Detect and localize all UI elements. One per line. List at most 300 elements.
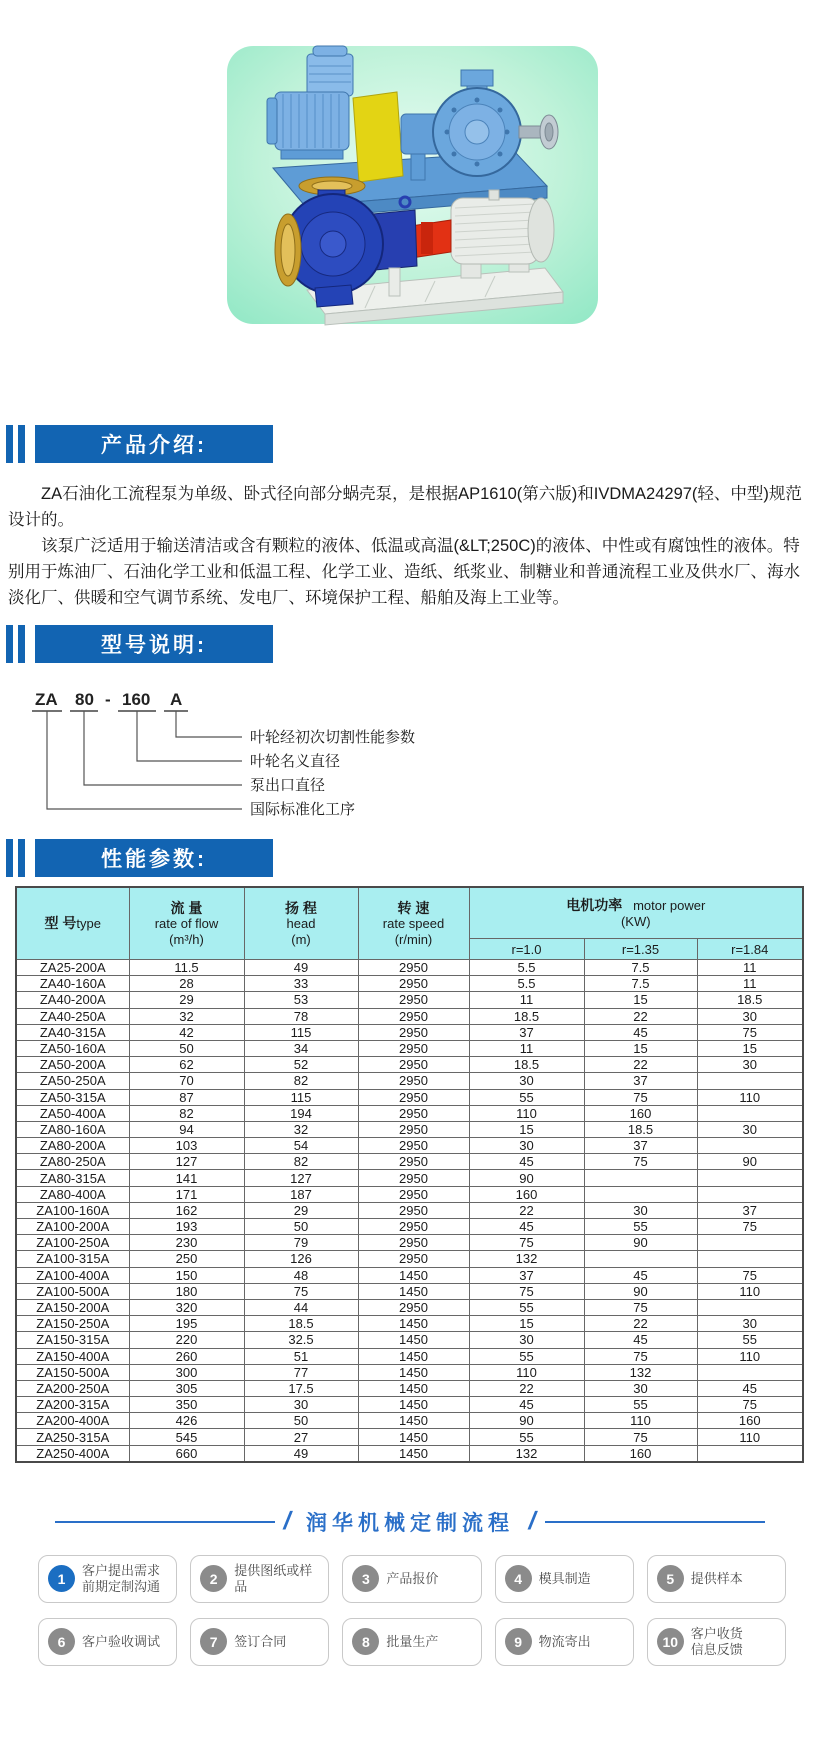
table-cell: 79 xyxy=(244,1235,358,1251)
table-cell: 52 xyxy=(244,1057,358,1073)
table-cell: 82 xyxy=(244,1073,358,1089)
decor-stripe xyxy=(6,839,13,877)
step-number-badge: 3 xyxy=(352,1565,379,1592)
table-cell: 15 xyxy=(697,1040,803,1056)
table-cell xyxy=(697,1251,803,1267)
model-label-diameter: 叶轮名义直径 xyxy=(250,753,341,770)
table-cell: 2950 xyxy=(358,1105,469,1121)
table-cell: 75 xyxy=(697,1219,803,1235)
col-header-r135: r=1.35 xyxy=(584,939,697,960)
process-step xyxy=(342,1618,481,1666)
table-cell: 2950 xyxy=(358,1073,469,1089)
table-cell: 30 xyxy=(697,1057,803,1073)
table-cell: 90 xyxy=(469,1170,584,1186)
model-part-trim: A xyxy=(170,690,183,709)
table-cell: 1450 xyxy=(358,1445,469,1462)
table-cell: 2950 xyxy=(358,1040,469,1056)
table-cell: 17.5 xyxy=(244,1380,358,1396)
table-cell: ZA25-200A xyxy=(16,960,129,976)
table-row xyxy=(16,1267,803,1283)
step-number-badge: 1 xyxy=(48,1565,75,1592)
table-cell: 37 xyxy=(697,1202,803,1218)
table-cell: 30 xyxy=(697,1316,803,1332)
table-cell: 75 xyxy=(697,1024,803,1040)
table-cell: 160 xyxy=(469,1186,584,1202)
table-row xyxy=(16,1008,803,1024)
table-cell xyxy=(584,1186,697,1202)
table-cell: 55 xyxy=(469,1089,584,1105)
table-cell: 54 xyxy=(244,1138,358,1154)
table-cell: 2950 xyxy=(358,1154,469,1170)
table-cell: 94 xyxy=(129,1121,244,1137)
table-cell: 90 xyxy=(584,1283,697,1299)
table-cell: 132 xyxy=(469,1251,584,1267)
table-cell: 55 xyxy=(469,1299,584,1315)
process-title-row xyxy=(55,1507,765,1537)
table-cell: 5.5 xyxy=(469,976,584,992)
coupling-guard xyxy=(353,92,403,182)
model-label-outlet: 泵出口直径 xyxy=(250,777,326,794)
table-cell: 45 xyxy=(697,1380,803,1396)
step-number-badge: 2 xyxy=(200,1565,227,1592)
table-cell: 127 xyxy=(129,1154,244,1170)
intro-paragraph-1: ZA石油化工流程泵为单级、卧式径向部分蜗壳泵，是根据AP1610(第六版)和IVDMA24297(轻、中型)规范设计的。 xyxy=(8,485,802,529)
table-cell: 194 xyxy=(244,1105,358,1121)
table-cell: 1450 xyxy=(358,1332,469,1348)
table-cell: 75 xyxy=(469,1235,584,1251)
process-step xyxy=(38,1618,177,1666)
table-cell xyxy=(584,1170,697,1186)
table-cell: 45 xyxy=(584,1267,697,1283)
table-cell xyxy=(697,1186,803,1202)
table-cell: 150 xyxy=(129,1267,244,1283)
table-cell xyxy=(697,1364,803,1380)
table-cell: 141 xyxy=(129,1170,244,1186)
step-label: 模具制造 xyxy=(538,1570,591,1586)
step-label: 提供图纸或样 品 xyxy=(234,1562,313,1594)
step-label: 产品报价 xyxy=(386,1570,439,1586)
table-cell: 37 xyxy=(469,1267,584,1283)
table-cell: 55 xyxy=(469,1348,584,1364)
table-cell: 110 xyxy=(697,1283,803,1299)
model-part-dash: - xyxy=(105,690,111,709)
table-cell: 660 xyxy=(129,1445,244,1462)
table-cell xyxy=(697,1299,803,1315)
table-cell: 350 xyxy=(129,1397,244,1413)
table-cell: ZA100-400A xyxy=(16,1267,129,1283)
table-cell: 2950 xyxy=(358,992,469,1008)
table-cell: 2950 xyxy=(358,1235,469,1251)
table-cell: 77 xyxy=(244,1364,358,1380)
table-cell: 1450 xyxy=(358,1348,469,1364)
table-cell: 305 xyxy=(129,1380,244,1396)
table-cell: 160 xyxy=(584,1445,697,1462)
table-cell: 162 xyxy=(129,1202,244,1218)
table-cell: 70 xyxy=(129,1073,244,1089)
pump-illustration xyxy=(215,40,610,330)
table-cell: 2950 xyxy=(358,960,469,976)
table-cell: 90 xyxy=(697,1154,803,1170)
table-cell: ZA100-250A xyxy=(16,1235,129,1251)
table-cell: 30 xyxy=(469,1138,584,1154)
table-cell: 29 xyxy=(244,1202,358,1218)
table-cell: ZA200-400A xyxy=(16,1413,129,1429)
table-row xyxy=(16,1170,803,1186)
table-cell: ZA80-160A xyxy=(16,1121,129,1137)
table-cell: 2950 xyxy=(358,1089,469,1105)
table-cell: 2950 xyxy=(358,1202,469,1218)
table-cell: 30 xyxy=(584,1380,697,1396)
table-cell: ZA150-315A xyxy=(16,1332,129,1348)
table-cell xyxy=(697,1105,803,1121)
table-cell: ZA40-250A xyxy=(16,1008,129,1024)
params-section-title: 性能参数: xyxy=(101,848,207,871)
table-cell: 5.5 xyxy=(469,960,584,976)
table-row xyxy=(16,1251,803,1267)
step-number-badge: 8 xyxy=(352,1628,379,1655)
table-cell: 75 xyxy=(584,1089,697,1105)
table-cell: ZA80-250A xyxy=(16,1154,129,1170)
decor-line-left xyxy=(55,1521,275,1523)
table-cell: 75 xyxy=(697,1267,803,1283)
process-step xyxy=(647,1555,786,1603)
process-step xyxy=(495,1618,634,1666)
table-cell: 127 xyxy=(244,1170,358,1186)
table-cell: 45 xyxy=(584,1332,697,1348)
table-cell: 220 xyxy=(129,1332,244,1348)
model-part-series: ZA xyxy=(35,690,58,709)
table-cell: 195 xyxy=(129,1316,244,1332)
table-cell: 33 xyxy=(244,976,358,992)
table-cell: ZA50-315A xyxy=(16,1089,129,1105)
table-cell: 110 xyxy=(469,1364,584,1380)
table-cell: 22 xyxy=(469,1202,584,1218)
col-header-speed: 转 速 rate speed (r/min) xyxy=(358,887,469,960)
decor-stripe xyxy=(6,625,13,663)
model-section-title: 型号说明: xyxy=(101,634,207,657)
table-cell: 250 xyxy=(129,1251,244,1267)
table-cell: 2950 xyxy=(358,1219,469,1235)
step-number-badge: 7 xyxy=(200,1628,227,1655)
table-cell: ZA50-160A xyxy=(16,1040,129,1056)
table-cell: 27 xyxy=(244,1429,358,1445)
table-cell: 30 xyxy=(697,1008,803,1024)
table-cell: 50 xyxy=(244,1413,358,1429)
step-number-badge: 6 xyxy=(48,1628,75,1655)
table-row xyxy=(16,960,803,976)
table-cell: 32 xyxy=(244,1121,358,1137)
decor-stripe xyxy=(18,839,25,877)
table-cell: 48 xyxy=(244,1267,358,1283)
table-cell: 55 xyxy=(469,1429,584,1445)
table-cell: 45 xyxy=(469,1154,584,1170)
model-part-diameter: 160 xyxy=(122,690,151,709)
table-row xyxy=(16,1235,803,1251)
table-row xyxy=(16,1089,803,1105)
table-cell: ZA200-315A xyxy=(16,1397,129,1413)
table-cell: 2950 xyxy=(358,976,469,992)
table-cell: 1450 xyxy=(358,1316,469,1332)
table-row xyxy=(16,1057,803,1073)
table-cell: 1450 xyxy=(358,1283,469,1299)
table-cell xyxy=(697,1073,803,1089)
table-row xyxy=(16,1316,803,1332)
table-cell: 32.5 xyxy=(244,1332,358,1348)
table-cell: 82 xyxy=(244,1154,358,1170)
decor-slash: / xyxy=(526,1507,540,1536)
table-cell: 7.5 xyxy=(584,976,697,992)
table-cell: 53 xyxy=(244,992,358,1008)
intro-paragraph-2: 该泵广泛适用于输送清洁或含有颗粒的液体、低温或高温(&LT;250C)的液体、中性或有腐蚀性的液体。特别用于炼油厂、石油化学工业和低温工程、化学工业、造纸、纸浆业、制糖业和普通流程工业及供水厂、海水淡化厂、供暖和空气调节系统、发电厂、环境保护工程、船舶及海上工业等。 xyxy=(8,537,800,607)
table-cell: 320 xyxy=(129,1299,244,1315)
table-cell: 1450 xyxy=(358,1429,469,1445)
col-header-r1: r=1.0 xyxy=(469,939,584,960)
table-cell: 187 xyxy=(244,1186,358,1202)
table-cell: 2950 xyxy=(358,1008,469,1024)
section-header-params xyxy=(6,839,820,877)
table-cell: 160 xyxy=(697,1413,803,1429)
table-cell xyxy=(697,1138,803,1154)
table-cell: 55 xyxy=(584,1397,697,1413)
table-cell: 230 xyxy=(129,1235,244,1251)
table-row xyxy=(16,992,803,1008)
table-cell: ZA100-315A xyxy=(16,1251,129,1267)
step-number-badge: 10 xyxy=(657,1628,684,1655)
table-cell: ZA50-250A xyxy=(16,1073,129,1089)
table-cell: 49 xyxy=(244,960,358,976)
product-photo xyxy=(215,40,610,330)
table-cell: 110 xyxy=(697,1089,803,1105)
table-cell: 426 xyxy=(129,1413,244,1429)
params-table-body xyxy=(16,960,803,1462)
col-header-head: 扬 程 head (m) xyxy=(244,887,358,960)
table-cell: 37 xyxy=(584,1138,697,1154)
performance-table xyxy=(15,886,804,1463)
table-row xyxy=(16,1397,803,1413)
table-cell: 37 xyxy=(469,1024,584,1040)
table-row xyxy=(16,1024,803,1040)
step-label: 客户验收调试 xyxy=(82,1633,161,1649)
table-cell: 18.5 xyxy=(697,992,803,1008)
table-cell: 45 xyxy=(469,1397,584,1413)
table-cell: ZA100-200A xyxy=(16,1219,129,1235)
table-cell: 2950 xyxy=(358,1138,469,1154)
table-cell: 180 xyxy=(129,1283,244,1299)
table-cell: ZA40-315A xyxy=(16,1024,129,1040)
table-row xyxy=(16,1429,803,1445)
process-step xyxy=(190,1618,329,1666)
table-row xyxy=(16,1380,803,1396)
table-cell: 2950 xyxy=(358,1251,469,1267)
table-row xyxy=(16,1219,803,1235)
col-header-r184: r=1.84 xyxy=(697,939,803,960)
table-cell: 2950 xyxy=(358,1121,469,1137)
process-step xyxy=(38,1555,177,1603)
table-row xyxy=(16,1073,803,1089)
table-cell: 30 xyxy=(697,1121,803,1137)
table-cell: 1450 xyxy=(358,1267,469,1283)
table-cell: 18.5 xyxy=(469,1057,584,1073)
table-cell: 1450 xyxy=(358,1413,469,1429)
section-header-intro xyxy=(6,425,820,463)
table-cell: 30 xyxy=(469,1332,584,1348)
table-cell: 49 xyxy=(244,1445,358,1462)
table-cell xyxy=(697,1235,803,1251)
table-row xyxy=(16,1105,803,1121)
table-cell: 11 xyxy=(697,960,803,976)
table-cell: ZA40-200A xyxy=(16,992,129,1008)
table-cell: 50 xyxy=(129,1040,244,1056)
step-label: 批量生产 xyxy=(386,1633,439,1649)
table-cell: 51 xyxy=(244,1348,358,1364)
table-cell: ZA80-200A xyxy=(16,1138,129,1154)
step-number-badge: 4 xyxy=(505,1565,532,1592)
table-cell: ZA150-500A xyxy=(16,1364,129,1380)
table-cell: 30 xyxy=(244,1397,358,1413)
table-row xyxy=(16,1202,803,1218)
step-label: 客户提出需求 前期定制沟通 xyxy=(82,1562,161,1594)
table-row xyxy=(16,1186,803,1202)
table-cell: 22 xyxy=(469,1380,584,1396)
table-row xyxy=(16,1364,803,1380)
table-cell: 75 xyxy=(584,1299,697,1315)
table-cell: 11 xyxy=(469,992,584,1008)
process-step xyxy=(647,1618,786,1666)
decor-stripe xyxy=(18,625,25,663)
table-row xyxy=(16,1040,803,1056)
table-cell: ZA100-160A xyxy=(16,1202,129,1218)
table-cell: 132 xyxy=(584,1364,697,1380)
table-cell: ZA50-200A xyxy=(16,1057,129,1073)
table-cell: 110 xyxy=(469,1105,584,1121)
table-cell: 22 xyxy=(584,1316,697,1332)
decor-line-right xyxy=(545,1521,765,1523)
model-code-diagram xyxy=(30,689,820,821)
step-number-badge: 5 xyxy=(657,1565,684,1592)
model-diagram-svg xyxy=(30,689,790,821)
table-cell: 115 xyxy=(244,1024,358,1040)
table-cell: 160 xyxy=(584,1105,697,1121)
table-row xyxy=(16,976,803,992)
decor-slash: / xyxy=(281,1507,295,1536)
table-cell: ZA100-500A xyxy=(16,1283,129,1299)
table-cell xyxy=(697,1445,803,1462)
table-cell: 1450 xyxy=(358,1380,469,1396)
table-cell: 2950 xyxy=(358,1170,469,1186)
table-cell: 44 xyxy=(244,1299,358,1315)
table-cell: 90 xyxy=(469,1413,584,1429)
table-cell: 7.5 xyxy=(584,960,697,976)
table-cell: 2950 xyxy=(358,1299,469,1315)
model-part-outlet: 80 xyxy=(75,690,94,709)
col-header-power: 电机功率 motor power (KW) xyxy=(469,887,803,939)
col-header-flow: 流 量 rate of flow (m³/h) xyxy=(129,887,244,960)
table-cell: 42 xyxy=(129,1024,244,1040)
col-header-model: 型 号type xyxy=(16,887,129,960)
table-cell: 15 xyxy=(584,1040,697,1056)
table-cell: 29 xyxy=(129,992,244,1008)
table-cell: 115 xyxy=(244,1089,358,1105)
table-cell: ZA40-160A xyxy=(16,976,129,992)
step-label: 提供样本 xyxy=(690,1570,743,1586)
table-row xyxy=(16,1138,803,1154)
table-row xyxy=(16,1299,803,1315)
table-cell: 15 xyxy=(584,992,697,1008)
step-label: 签订合同 xyxy=(234,1633,287,1649)
table-cell: ZA200-250A xyxy=(16,1380,129,1396)
step-label: 客户收货 信息反馈 xyxy=(690,1625,743,1657)
table-cell: 103 xyxy=(129,1138,244,1154)
table-cell: 300 xyxy=(129,1364,244,1380)
table-cell: 11.5 xyxy=(129,960,244,976)
table-cell: 110 xyxy=(697,1348,803,1364)
table-cell: 90 xyxy=(584,1235,697,1251)
table-cell: ZA150-400A xyxy=(16,1348,129,1364)
process-steps xyxy=(38,1555,786,1666)
table-cell: 87 xyxy=(129,1089,244,1105)
table-cell: ZA80-315A xyxy=(16,1170,129,1186)
table-cell: 75 xyxy=(584,1154,697,1170)
process-step xyxy=(342,1555,481,1603)
table-cell: 2950 xyxy=(358,1057,469,1073)
table-row xyxy=(16,1413,803,1429)
table-cell: ZA150-250A xyxy=(16,1316,129,1332)
table-cell: 1450 xyxy=(358,1397,469,1413)
table-cell: 110 xyxy=(697,1429,803,1445)
model-label-trim: 叶轮经初次切割性能参数 xyxy=(250,729,416,746)
table-cell: 18.5 xyxy=(584,1121,697,1137)
table-cell: 45 xyxy=(469,1219,584,1235)
table-cell: 55 xyxy=(697,1332,803,1348)
table-cell: 132 xyxy=(469,1445,584,1462)
table-cell xyxy=(584,1251,697,1267)
table-cell: 2950 xyxy=(358,1186,469,1202)
table-cell: 75 xyxy=(697,1397,803,1413)
table-cell: 62 xyxy=(129,1057,244,1073)
step-label: 物流寄出 xyxy=(538,1633,591,1649)
table-row xyxy=(16,1332,803,1348)
table-cell: 78 xyxy=(244,1008,358,1024)
table-cell: 82 xyxy=(129,1105,244,1121)
process-step xyxy=(495,1555,634,1603)
table-cell: 11 xyxy=(697,976,803,992)
table-cell: 11 xyxy=(469,1040,584,1056)
table-cell: 34 xyxy=(244,1040,358,1056)
table-row xyxy=(16,1154,803,1170)
section-header-model xyxy=(6,625,820,663)
table-cell: 45 xyxy=(584,1024,697,1040)
table-cell: 15 xyxy=(469,1316,584,1332)
table-cell: 30 xyxy=(469,1073,584,1089)
table-cell: 171 xyxy=(129,1186,244,1202)
table-cell: 15 xyxy=(469,1121,584,1137)
table-cell: 32 xyxy=(129,1008,244,1024)
table-cell: 55 xyxy=(584,1219,697,1235)
table-cell: 18.5 xyxy=(244,1316,358,1332)
table-cell: ZA250-315A xyxy=(16,1429,129,1445)
decor-stripe xyxy=(18,425,25,463)
table-cell: ZA250-400A xyxy=(16,1445,129,1462)
table-cell: ZA50-400A xyxy=(16,1105,129,1121)
table-cell: 75 xyxy=(469,1283,584,1299)
table-cell: 75 xyxy=(244,1283,358,1299)
table-cell: 75 xyxy=(584,1348,697,1364)
process-title: 润华机械定制流程 xyxy=(306,1511,514,1535)
table-row xyxy=(16,1348,803,1364)
table-cell: 545 xyxy=(129,1429,244,1445)
table-cell: 193 xyxy=(129,1219,244,1235)
intro-paragraphs xyxy=(8,481,812,611)
